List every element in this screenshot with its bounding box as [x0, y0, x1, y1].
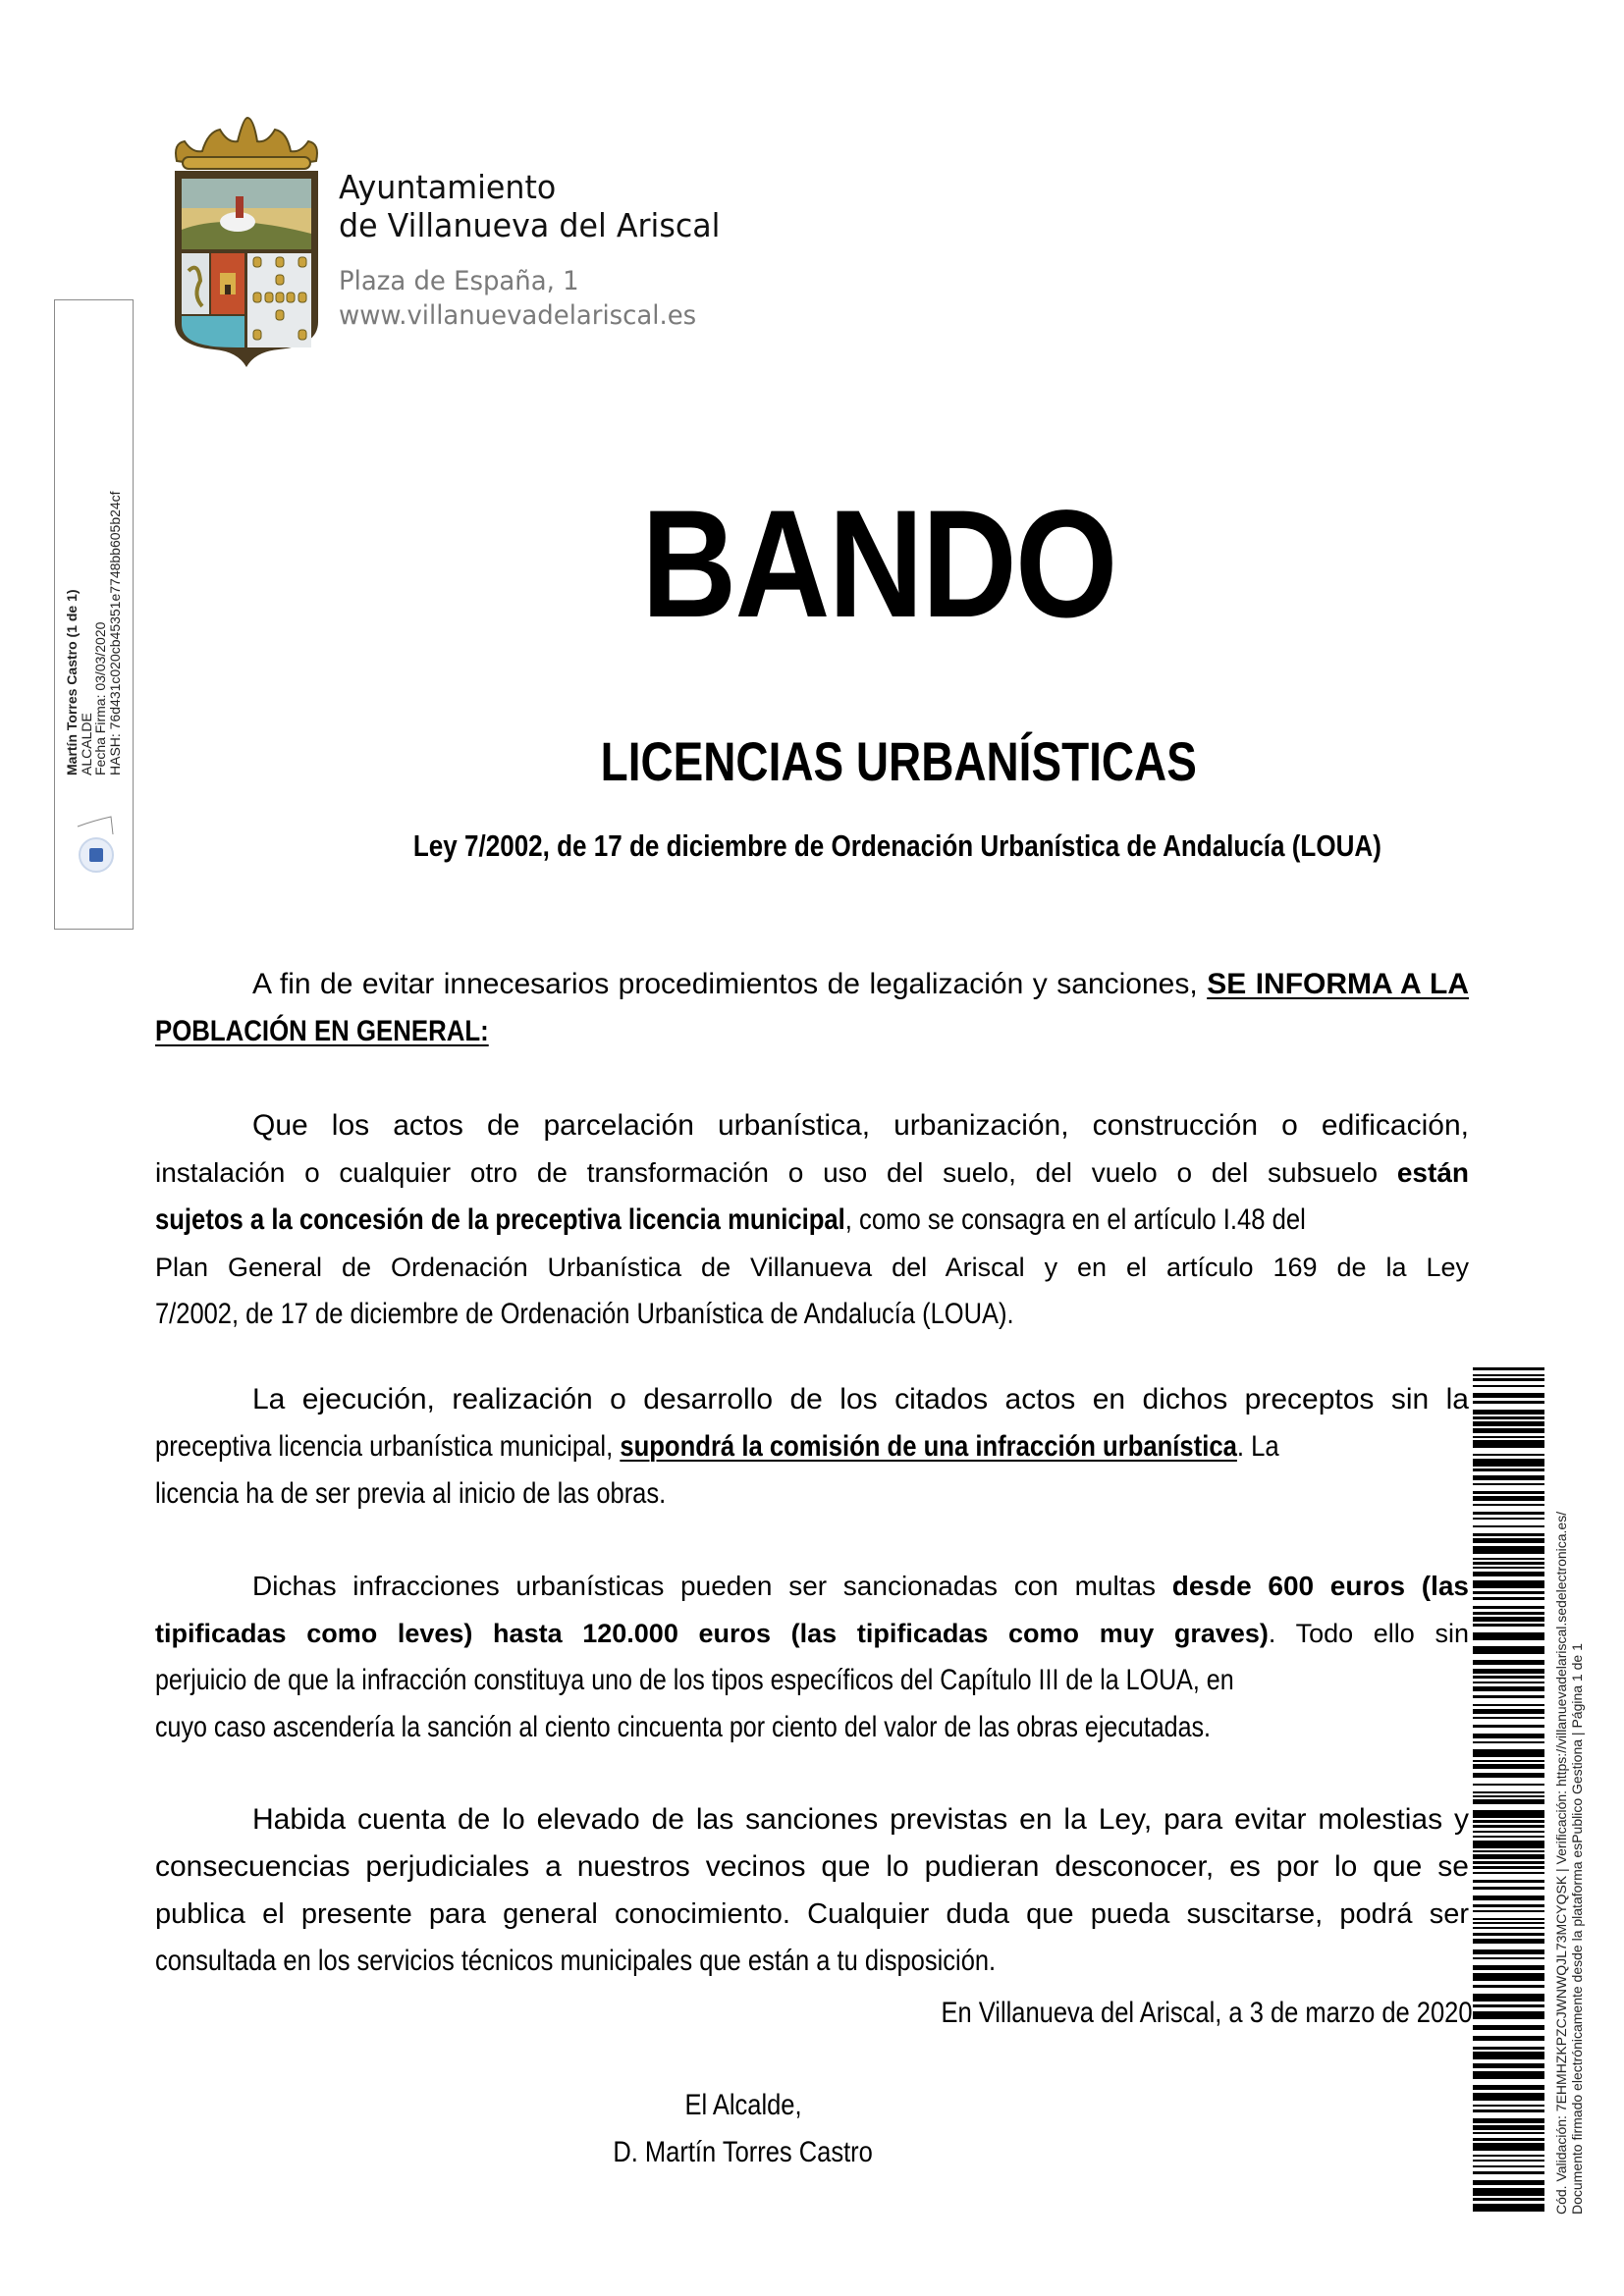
official-seal-icon: [79, 837, 114, 873]
org-name-line1: Ayuntamiento: [339, 168, 557, 206]
text-run: consultada en los servicios técnicos municipales que están a tu disposición.: [155, 1945, 997, 1977]
signature-stamp-text: [65, 422, 122, 775]
signer-role: [547, 2086, 940, 2125]
law-reference-text: Ley 7/2002, de 17 de diciembre de Ordenación Urbanística de Andalucía (LOUA): [413, 828, 1381, 863]
signer-name: [547, 2133, 940, 2172]
text-run: publica el presente para general conocimiento. Cualquier duda que pueda suscitarse, podrá ser: [155, 1898, 1469, 1930]
law-reference: [0, 827, 1624, 866]
text-run: Plan General de Ordenación Urbanística de Villanueva del Ariscal y en el artículo 169 de la Ley: [155, 1253, 1469, 1282]
emphasis-bold: tipificadas como leves) hasta 120.000 euros (las tipificadas como muy graves): [155, 1619, 1269, 1648]
text-run: cuyo caso ascendería la sanción al ciento cincuenta por ciento del valor de las obras ejecutadas.: [155, 1711, 1212, 1743]
paragraph-1-line-1: [252, 965, 1469, 1004]
text-run: licencia ha de ser previa al inicio de las obras.: [155, 1477, 667, 1510]
text-run: Dichas infracciones urbanísticas pueden ser sancionadas con multas: [252, 1571, 1172, 1601]
paragraph-3-line-1: [252, 1380, 1469, 1419]
emphasis-bold: están: [1396, 1157, 1469, 1188]
text-run: , como se consagra en el artículo I.48 del: [844, 1203, 1306, 1236]
paragraph-4-line-2: [155, 1614, 1469, 1653]
emphasis-bold: desde 600 euros (las: [1171, 1571, 1469, 1601]
paragraph-1-line-2: [155, 1012, 1469, 1051]
paragraph-5-line-1: [252, 1800, 1469, 1840]
text-run: preceptiva licencia urbanística municipal,: [155, 1430, 621, 1463]
validation-code: Cód. Validación: 7EHMHZKPZCJWNWQJL73MCYQSK | Verificación: https://villanuevadelariscal.sedelectronica.es/: [1553, 1511, 1569, 2215]
org-name-line2: de Villanueva del Ariscal: [339, 206, 721, 244]
emphasis-bold: sujetos a la concesión de la preceptiva licencia municipal: [155, 1203, 845, 1236]
paragraph-4-line-3: [155, 1661, 1469, 1700]
text-run: . Todo ello sin: [1268, 1619, 1469, 1648]
paragraph-2-line-4: [155, 1248, 1469, 1287]
paragraph-2-line-3: [155, 1201, 1469, 1240]
signer-role-text: El Alcalde,: [684, 2089, 802, 2121]
emphasis-underlined: SE INFORMA A LA: [1207, 968, 1469, 1000]
paragraph-2-line-1: [252, 1106, 1469, 1146]
emphasis-underlined: supondrá la comisión de una infracción urbanística: [620, 1430, 1237, 1463]
emphasis-underlined: POBLACIÓN EN GENERAL:: [155, 1015, 489, 1047]
text-run: . La: [1236, 1430, 1279, 1463]
document-subtitle: [0, 729, 1624, 794]
validation-text: [1553, 1512, 1585, 2215]
org-website: www.villanuevadelariscal.es: [339, 300, 697, 331]
text-run: A fin de evitar innecesarios procedimientos de legalización y sanciones,: [252, 968, 1208, 1000]
signer-name-text: D. Martín Torres Castro: [613, 2136, 874, 2168]
text-run: Que los actos de parcelación urbanística, urbanización, construcción o edificación,: [252, 1109, 1469, 1142]
paragraph-2-line-2: [155, 1153, 1469, 1193]
barcode-icon: [1473, 1367, 1544, 2215]
text-run: 7/2002, de 17 de diciembre de Ordenación Urbanística de Andalucía (LOUA).: [155, 1298, 1014, 1330]
stamp-role: ALCALDE: [78, 713, 94, 775]
handwritten-signature-icon: [74, 813, 118, 838]
paragraph-4-line-4: [155, 1708, 1469, 1747]
paragraph-2-line-5: [155, 1295, 1469, 1334]
document-title: [0, 481, 1624, 648]
validation-platform: Documento firmado electrónicamente desde la plataforma esPublico Gestiona | Página 1 de 1: [1569, 1643, 1585, 2215]
text-run: consecuencias perjudiciales a nuestros vecinos que lo pudieran desconocer, es por lo que se: [155, 1850, 1469, 1883]
document-subtitle-text: LICENCIAS URBANÍSTICAS: [600, 730, 1197, 792]
stamp-signer: Martín Torres Castro (1 de 1): [64, 589, 80, 775]
paragraph-5-line-3: [155, 1895, 1469, 1934]
paragraph-4-line-1: [252, 1567, 1469, 1606]
text-run: Habida cuenta de lo elevado de las sanciones previstas en la Ley, para evitar molestias y: [252, 1803, 1469, 1836]
stamp-date: Fecha Firma: 03/03/2020: [92, 621, 108, 775]
paragraph-5-line-2: [155, 1847, 1469, 1887]
text-run: perjuicio de que la infracción constituya uno de los tipos específicos del Capítulo III de la LOUA, en: [155, 1664, 1234, 1696]
coat-of-arms-icon: [169, 114, 324, 371]
paragraph-5-line-4: [155, 1942, 1469, 1981]
paragraph-3-line-2: [155, 1427, 1469, 1467]
stamp-hash: HASH: 76d431c020cb45351e7748bb605b24cf: [106, 491, 123, 775]
text-run: La ejecución, realización o desarrollo de los citados actos en dichos preceptos sin la: [252, 1383, 1469, 1415]
document-title-text: BANDO: [641, 479, 1116, 650]
place-and-date-text: En Villanueva del Ariscal, a 3 de marzo de 2020: [941, 1997, 1473, 2029]
paragraph-3-line-3: [155, 1474, 1469, 1514]
place-and-date: [847, 1994, 1473, 2033]
text-run: instalación o cualquier otro de transformación o uso del suelo, del vuelo o del subsuelo: [155, 1157, 1397, 1188]
org-address: Plaza de España, 1: [339, 266, 579, 296]
